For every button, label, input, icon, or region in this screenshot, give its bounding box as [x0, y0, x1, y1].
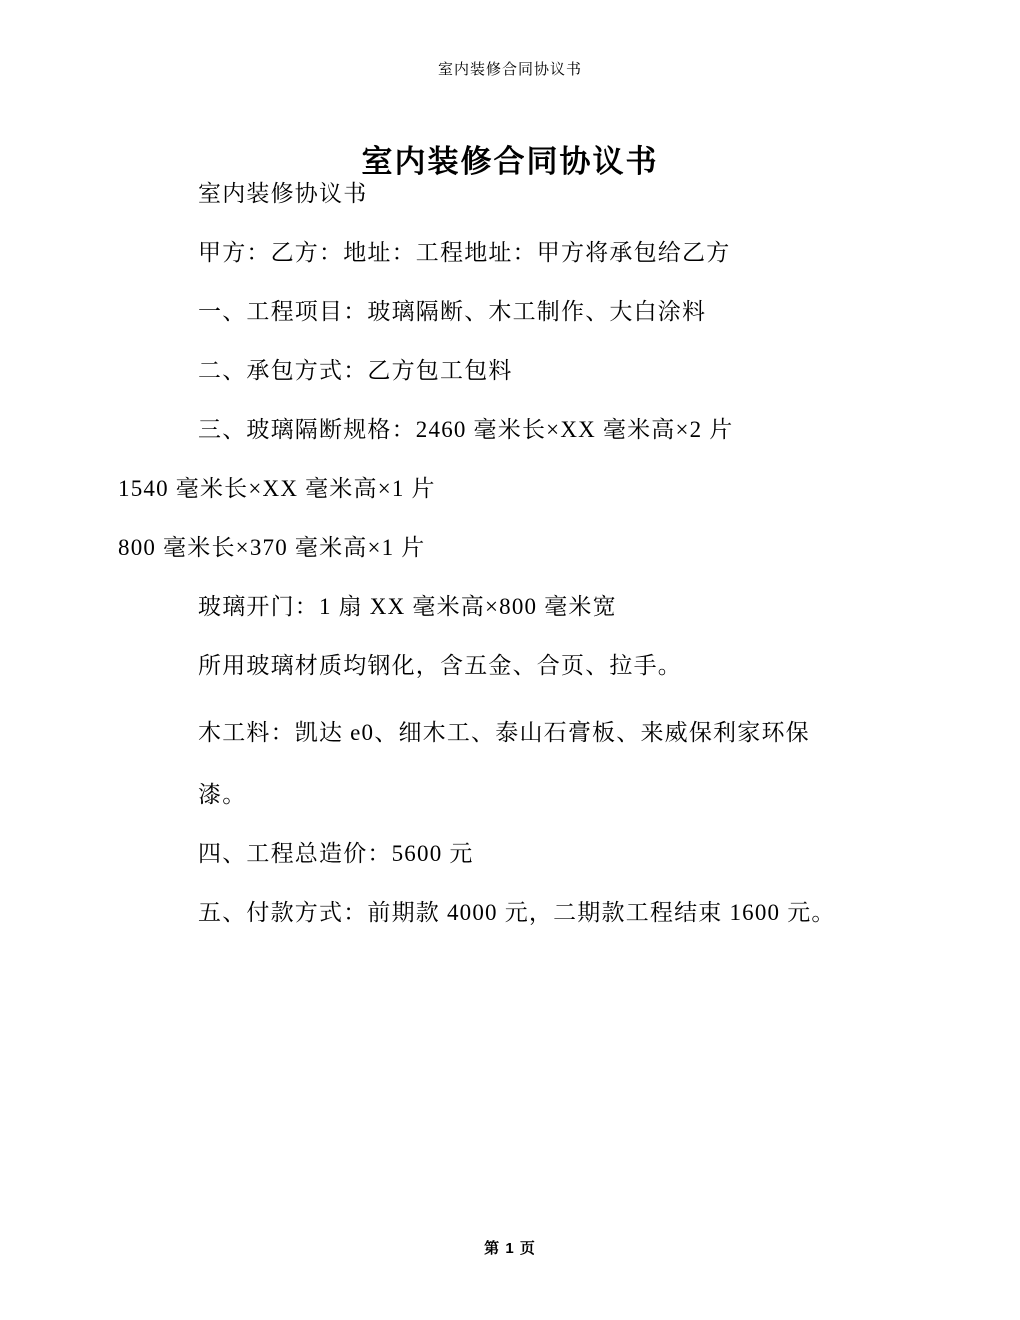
paragraph: 二、承包方式：乙方包工包料 [198, 358, 513, 383]
paragraph: 玻璃开门：1 扇 XX 毫米高×800 毫米宽 [198, 594, 617, 619]
paragraph: 甲方：乙方：地址：工程地址：甲方将承包给乙方 [198, 240, 731, 265]
paragraph: 漆。 [198, 781, 247, 807]
paragraph: 木工料：凯达 e0、细木工、泰山石膏板、来威保利家环保 [198, 720, 810, 745]
page-title: 室内装修合同协议书 [361, 143, 659, 179]
paragraph: 800 毫米长×370 毫米高×1 片 [118, 535, 426, 560]
document-body [118, 182, 918, 960]
paragraph: 五、付款方式：前期款 4000 元，二期款工程结束 1600 元。 [198, 899, 836, 925]
paragraph: 三、玻璃隔断规格：2460 毫米长×XX 毫米高×2 片 [198, 417, 734, 442]
paragraph: 1540 毫米长×XX 毫米高×1 片 [118, 476, 436, 501]
paragraph: 室内装修协议书 [198, 181, 368, 206]
paragraph: 所用玻璃材质均钢化，含五金、合页、拉手。 [198, 653, 682, 678]
paragraph: 一、工程项目：玻璃隔断、木工制作、大白涂料 [198, 299, 707, 324]
page-footer: 第 1 页 [484, 1240, 536, 1257]
paragraph: 四、工程总造价：5600 元 [198, 840, 474, 866]
page-header: 室内装修合同协议书 [437, 61, 582, 78]
